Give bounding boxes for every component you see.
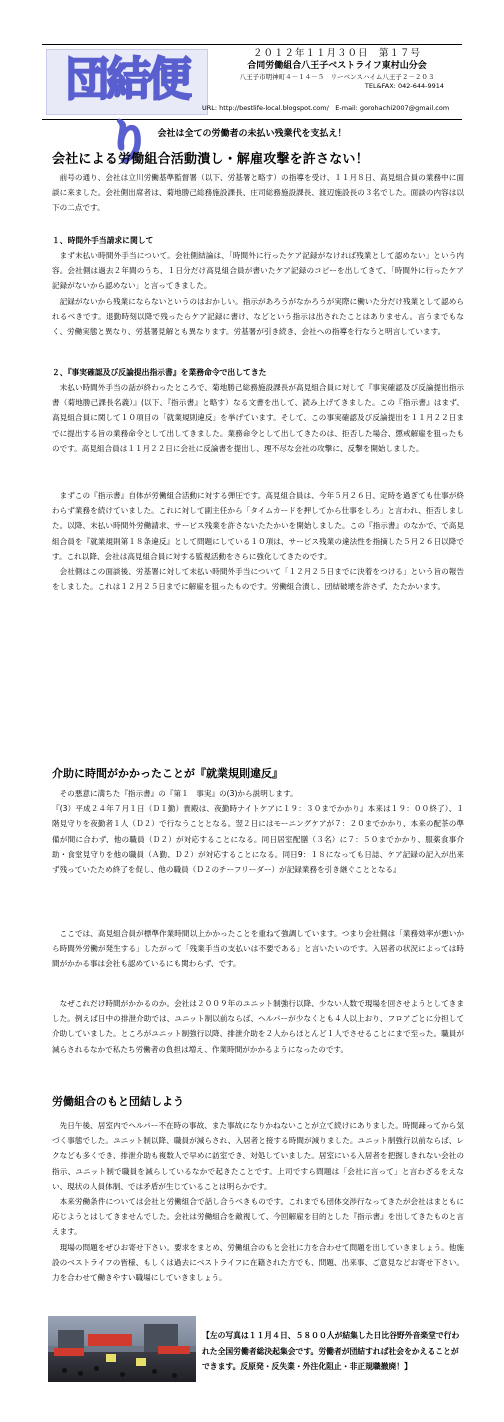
section3-heading: 介助に時間がかかったことが『就業規則違反』 xyxy=(52,767,283,780)
section1-body xyxy=(52,248,464,339)
union-address: 八王子市明神町４－１４－５ リーベンスハイム八王子２－２０３ xyxy=(239,73,435,81)
section4-para: 本来労働条件については会社と労働組合で話し合うべきものです。これまでも団体交渉行なってきたが会社はまともに応じようとはしてきませんでした。会社は労働組合を敵視して、今回解雇を目的とした『指示書』を出してきたものと言えます。 xyxy=(52,1197,464,1237)
masthead-info xyxy=(212,47,462,91)
section3-para: その悪意に満ちた『指示書』の『第１ 事実』の(3)から説明します。 xyxy=(59,789,298,798)
section2-body xyxy=(52,380,464,456)
union-url-email: URL: http://bestlife-local.blogspot.com/ E-mail: gorohachi2007@gmail.com xyxy=(202,104,450,112)
section4-para: 先日午後、居室内でヘルパー不在時の事故、また事故になりかねないことが立て続けにありました。時間疎ってから気づく事態でした。ユニット制以降、職員が減らされ、入居者と接する時間が減りました。ユニット制強行以前ならば、レクなども多くでき、排泄介助も複数人で早めに訪室でき、対処していました。居室にいる入居者を把握しきれない会社の指示、ユニット制で職員を減らしているなかで起きたことです。上司ですら問題は「会社に言って」と言わざるをえない、現状の人員体制、では矛盾が生じていることは明らかです。 xyxy=(52,1121,464,1191)
section1-para: まず未払い時間外手当について。会社側結論は、「時間外に行ったケア記録がなければ残業として認めない」という内容。会社側は過去２年間のうち、１日分だけ高見組合員が書いたケア記録のコピーを出してきて、「時間外に行ったケア記録がないから認めない」と言ってきました。 xyxy=(52,251,464,291)
section3-para: ここでは、高見組合員が標準作業時間以上かかったことを重ねて強調しています。つまり会社側は「業務効率が悪いから時間外労働が発生する」したがって「残業手当の支払いは不要である」と言いたいのです。入居者の状況によっては時間がかかる事は会社も認めているにも関わらず、です。 xyxy=(52,929,464,969)
logo-text: 団結便り xyxy=(65,53,189,170)
rally-photo xyxy=(48,1316,196,1382)
section4-heading: 労働組合のもと団結しよう xyxy=(52,1095,184,1108)
section3-body-c xyxy=(52,996,464,1057)
section3-body-b xyxy=(52,926,464,972)
section2-heading: ２、『事実確認及び反論提出指示書』を業務命令で出してきた xyxy=(52,368,267,377)
section3-body-a xyxy=(52,786,464,877)
union-tel: TEL&FAX: 042-644-9914 xyxy=(364,82,444,90)
intro-paragraph xyxy=(52,170,464,216)
section3-para: なぜこれだけ時間がかかるのか。会社は２００９年のユニット制強行以降、少ない人数で現場を回させようとしてきました。例えば日中の排泄介助では、ユニット制以前ならば、ヘルパーが少なくとも４人以上おり、フロアごとに分担して介助していました。ところがユニット制強行以降、排泄介助を２人からほとんど１人でさせることにまで至った。職員が減らされるなかで私たち労働者の負担は増え、作業時間がかかるようになったのです。 xyxy=(52,999,464,1054)
photo-caption: 【左の写真は１１月４日、５８００人が結集した日比谷野外音楽堂で行われた全国労働者総決起集会です。労働者が団結すれば社会をかえることができます。反原発・反失業・外注化阻止・非正規職撤廃！】 xyxy=(202,1331,460,1372)
section2-para: 会社側はこの面談後、労基署に対して未払い時間外手当について「１２月２５日までに決着をつける」という旨の報告をしました。これは１２月２５日までに解雇を狙ったものです。労働組合潰し、団結破壊を許さず、たたかいます。 xyxy=(52,567,464,592)
newsletter-logo xyxy=(46,49,208,170)
section2-para: まずこの『指示書』自体が労働組合活動に対する弾圧です。高見組合員は、今年５月２６日、定時を過ぎても仕事が終わらず業務を続けていました。これに対して副主任から「タイムカードを押してから仕事をしろ」と言われ、拒否しました。以降、未払い時間外労働請求、サービス残業を許さないたたかいを開始しました。この『指示書』のなかで、で高見組合員を『就業規則第１８条違反』として問題にしている１０項は、サービス残業の違法性を指摘した５月２６日以降です。これ以降、会社は高見組合員に対する監視活動をさらに強化してきたのです。 xyxy=(52,491,464,561)
section2-para: 未払い時間外手当の話が終わったところで、菊地勝己総務施設課長が高見組合員に対して『事実確認及び反論提出指示書（菊地勝己課長名義）』(以下、『指示書』と略す）なる文書を出して、読み上げてきました。この『指示書』はまず、高見組合員に関して１０項目の「就業規則違反」を挙げています。そして、この事実確認及び反論提出を１１月２２日までに提出する旨の業務命令として出してきました。業務命令として出してきたのは、拒否した場合、懲戒解雇を狙ったものです。高見組合員は１１月２２日に会社に反論書を提出し、理不尽な会社の攻撃に、反撃を開始しました。 xyxy=(52,383,464,453)
section2-body-cont xyxy=(52,488,464,594)
section4-para: 現場の問題をぜひお寄せ下さい。要求をまとめ、労働組合のもと会社に力を合わせて問題を出していきましょう。他施設のベストライフの皆様、もしくは過去にベストライフに在籍された方でも、問題、出来事、ご意見などお寄せ下さい。力を合わせて働きやすい職場にしていきましょう。 xyxy=(52,1242,464,1283)
tagline: 会社は全ての労働者の未払い残業代を支払え！ xyxy=(157,129,347,139)
issue-date: ２０１２年１１月３０日 第１７号 xyxy=(252,48,421,59)
union-name: 合同労働組合八王子ベストライフ東村山分会 xyxy=(247,61,427,71)
main-title: 会社による労働組合活動潰し・解雇攻撃を許さない！ xyxy=(52,152,369,167)
section1-heading: １、時間外手当請求に関して xyxy=(52,236,154,245)
section4-body xyxy=(52,1118,464,1285)
section1-para: 記録がないから残業にならないというのはおかしい。指示があろうがなかろうが実際に働いた分だけ残業として認められるべきです。退勤時刻以降で残ったらケア記録に書け、などという指示は出されたことはありません。言うまでもなく、労働実態と異なり、労基署見解とも異なります。労基署が引き続き、会社への指導を行なうと明言しています。 xyxy=(52,296,464,337)
intro-text: 前号の通り、会社は立川労働基準監督署（以下、労基署と略す）の指導を受け、１１月８日、高見組合員の業務中に面談に来ました。会社側出席者は、菊地勝己総務施設課長、庄司総務施設課長、渡辺施設長の３名でした。面談の内容は以下の二点です。 xyxy=(52,173,464,213)
section3-quote: 『(3）平成２４年７月１日（Ｄ１勤）貴殿は、夜勤時ナイトケアに１９：３０までかかり』本来は１９：００終了）、１階見守りを夜勤者１人（Ｄ２）で行なうこととなる。翌２日にはモーニングケアが７：２０までかかり、本来の配茶の準備が間に合わず、他の職員（Ｄ２）が対応することになる。同日居室配膳（３名）に７：５０までかかり、服薬食事介助・食堂見守りを他の職員（Ａ勤、Ｄ２）が対応することになる。同日9：１８になっても日誌、ケア記録の記入が出来ず残っていたため終了を促し、他の職員（Ｄ２のチーフリーダー）が記録業務を引き継ぐこととなる』 xyxy=(52,804,464,875)
